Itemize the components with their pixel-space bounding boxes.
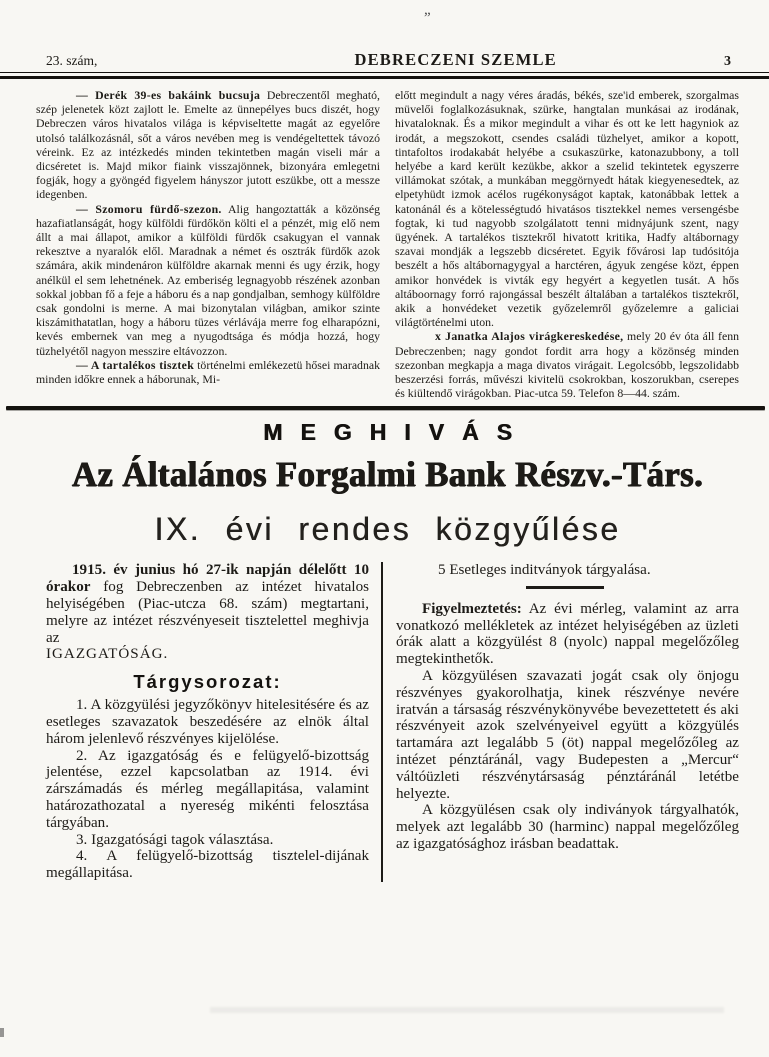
news-paragraph-continuation [395, 88, 739, 329]
voting-rights-paragraph: A közgyülésen szavazati jogát csak oly önjogu részvényes gyakorolhatja, kinek részvénye nevére iratván a társaság részvénykönyvébe bevezettetett és aki részvényeit azok szelvényeivel együtt a közgyülés tartamára azt legalább 5 (öt) nappal megelőzőleg az intézet pénztáránál, vagy Budepesten a „Mercur“ váltóüzleti részvénytársaság pénztáránál letétbe helyezte. [396, 667, 739, 802]
scan-smudge [210, 1007, 724, 1013]
bank-title: Az Általános Forgalmi Bank Részv.-Társ. [71, 454, 704, 495]
warning-text: Az évi mérleg, valamint az arra vonatkozó mellékletek az intézet helyiségében az üzleti órák alatt a közgyülést 8 (nyolc) nappal megelőzőleg megtekinthetők. [396, 600, 739, 668]
intro-lead: 1915. év junius hó 27-ik napján délelőtt 10 órakor [46, 562, 369, 596]
agenda-item-4: 4. A felügyelő-bizottság tisztelel-dijának megállapitása. [46, 848, 369, 882]
page-number: 3 [723, 54, 731, 69]
section-divider-rule [6, 406, 765, 410]
warning-lead: Figyelmeztetés: [422, 600, 522, 617]
meeting-subtitle: IX. évi rendes közgyűlése [154, 511, 621, 548]
paragraph-lead: — Szomoru fürdő-szezon. [76, 201, 222, 216]
warning-paragraph [396, 601, 739, 668]
invitation-columns [36, 562, 739, 882]
invitation-column-left [36, 562, 383, 882]
invitation-section [36, 419, 739, 882]
newspaper-title: DEBRECZENI SZEMLE [354, 50, 557, 69]
agenda-item-3: 3. Igazgatósági tagok választása. [76, 831, 274, 848]
invitation-kicker: MEGHIVÁS [263, 419, 530, 446]
agenda-item-1: 1. A közgyülési jegyzőkönyv hitelesitésére és az esetleges szavazatok beszedésére az elnök által három jelenlevő részvényes kijelölése. [46, 697, 369, 747]
news-section [36, 88, 739, 400]
news-paragraph-tartalekos [36, 358, 380, 386]
agenda-item-2: 2. Az igazgatóság és e felügyelő-bizottság jelentése, ezzel kapcsolatban az 1914. évi zárszámadás és mérleg megállapitása, valamint határozathozatal a nyereség mikénti felosztása tárgyában. [46, 747, 369, 831]
paragraph-lead: x Janatka Alajos virágkereskedése, [435, 329, 624, 344]
paragraph-text: Alig hangoztatták a közönség hazafiatlanságát, hogy külföldi fürdőkön költi el a pénzét, mig elő nem állt a mai állapot, amikor a külföldi fürdők csakugyan el vannak rekesztve a nyaralók elől. Maradnak a német és osztrák fürdők azok számára, akik mindenáron külföldre akarnak menni és ugy érzik, hogy anélkül el sem lehetnének. Az emberiség legnagyobb részének azonban sokkal jobban fő a feje a háboru és a nap gondjalban, semhogy külföldre csak gondolni is merne. A mai bizonytalan világban, amikor szinte kiszámithatatlan, hogy a háboru tüzes vérlávája merre fog elharapózni, kevés embernek van meg a nyugodtsága és módja hozzá, hogy tüzhelyétől nagyon messzire eltávozzon. [36, 201, 380, 358]
paragraph-lead: — A tartalékos tisztek [76, 357, 195, 372]
signature-igazgatosag: IGAZGATÓSÁG. [46, 646, 169, 663]
motions-paragraph: A közgyülésen csak oly indiványok tárgyalhatók, melyek azt legalább 30 (harminc) nappal megelőzőleg az igazgatósághoz irásban beadattak. [396, 802, 739, 852]
item5-underline-rule [526, 586, 604, 589]
issue-number: 23. szám, [46, 53, 98, 68]
news-column-left [36, 88, 380, 400]
news-paragraph-janatka [395, 329, 739, 400]
scan-artifact-mark: „ [424, 2, 433, 18]
masthead-rule [0, 72, 769, 79]
scan-edge-speck [0, 1028, 4, 1037]
paragraph-text: Debreczentől megható, szép jelenetek közt zajlott le. Emelte az ünnepélyes bucs diszét, hogy Debreczen város hivatalos világa is képviseltette magát az egyelőre utolsó találkozásnál, sőt a város nevében meg is vendégeltettek távozó véreink. Ez az intézkedés minden tekintetben magán viseli már a dicséretet is. Majd mikor fiaink visszajönnek, bizonyára emlegetni fogják, hogy a gyöngéd figyelem hányszor jutott eszükbe, ott a messze idegenben. [36, 88, 380, 202]
invitation-intro [46, 562, 369, 646]
news-paragraph-baka [36, 88, 380, 202]
invitation-column-right [383, 562, 739, 882]
masthead [36, 50, 739, 72]
news-paragraph-furdo [36, 202, 380, 358]
paragraph-lead: — Derék 39-es bakáink bucsuja [76, 88, 261, 102]
paragraph-text: történelmi emlékezetü hősei maradnak minden időkre ennek a háborunak, Mi- [36, 357, 380, 387]
news-column-right [395, 88, 739, 400]
intro-text: fog Debreczenben az intézet hivatalos helyiségében (Piac-utcza 68. szám) megtartani, melyre az intézet részvényeseit tisztelettel meghivja az [46, 579, 369, 646]
agenda-title: Tárgysorozat: [133, 671, 282, 693]
paragraph-text: előtt megindult a nagy véres áradás, békés, sze'id emberek, szorgalmas müvelői foglalkozásuknak, szürke, hangtalan munkásai az irodának, hivataloknak. És a mikor megindult a vihar és ott ke lett hagyniok az irodát, a megszokott, csendes családi tüzhelyet, amikor a kopott, tintafoltos irodakabát helyébe a csukaszürke, katonazubbony, a toll helyébe a kard került kezükbe, akkor a szelid tekintetek egyszerre villámokat szótak, a munkában meggörnyedt hátak kiegyenesedtek, az elpetyhüdt izmok acélos rugékonyságot kaptak, katonábbak lettek a katonánál és a kötelességtudó hivatásos tisztekkel nemes versengésbe fogtak, ki tud nagyobb szolgálatott tenni midnyájunk szent, nagy ügyének. A tartalékos tisztekről hivatott kritika, Hadfy altábornagy szavai mondják a legszebb dicséretet. Egyik fővárosi lap tudósitója beszélt a hős altábornagygyal a harctéren, ágyuk zengése közt, éppen amikor honvédek is vivták egy hegyért a kegyetlen tusát. A hős altáboornagy forró rajongással beszélt általában a tartalékos tisztekről, akik a honvédeket vezetik győzelemről győzelemre a galiciai világtörténelmi uton. [395, 88, 739, 330]
agenda-item-5: 5 Esetleges inditványok tárgyalása. [438, 562, 651, 579]
paragraph-text: mely 20 év óta áll fenn Debreczenben; nagy gondot fordit arra hogy a közönség minden szezonban megkapja a maga divatos virágait. Legolcsóbb, legszolidabb beszerzési forrás, művészi kivitelü csokrokban, koszorukban, cserepes és kiültendő virágokban. Piac-utca 59. Telefon 8—44. szám. [395, 329, 739, 401]
